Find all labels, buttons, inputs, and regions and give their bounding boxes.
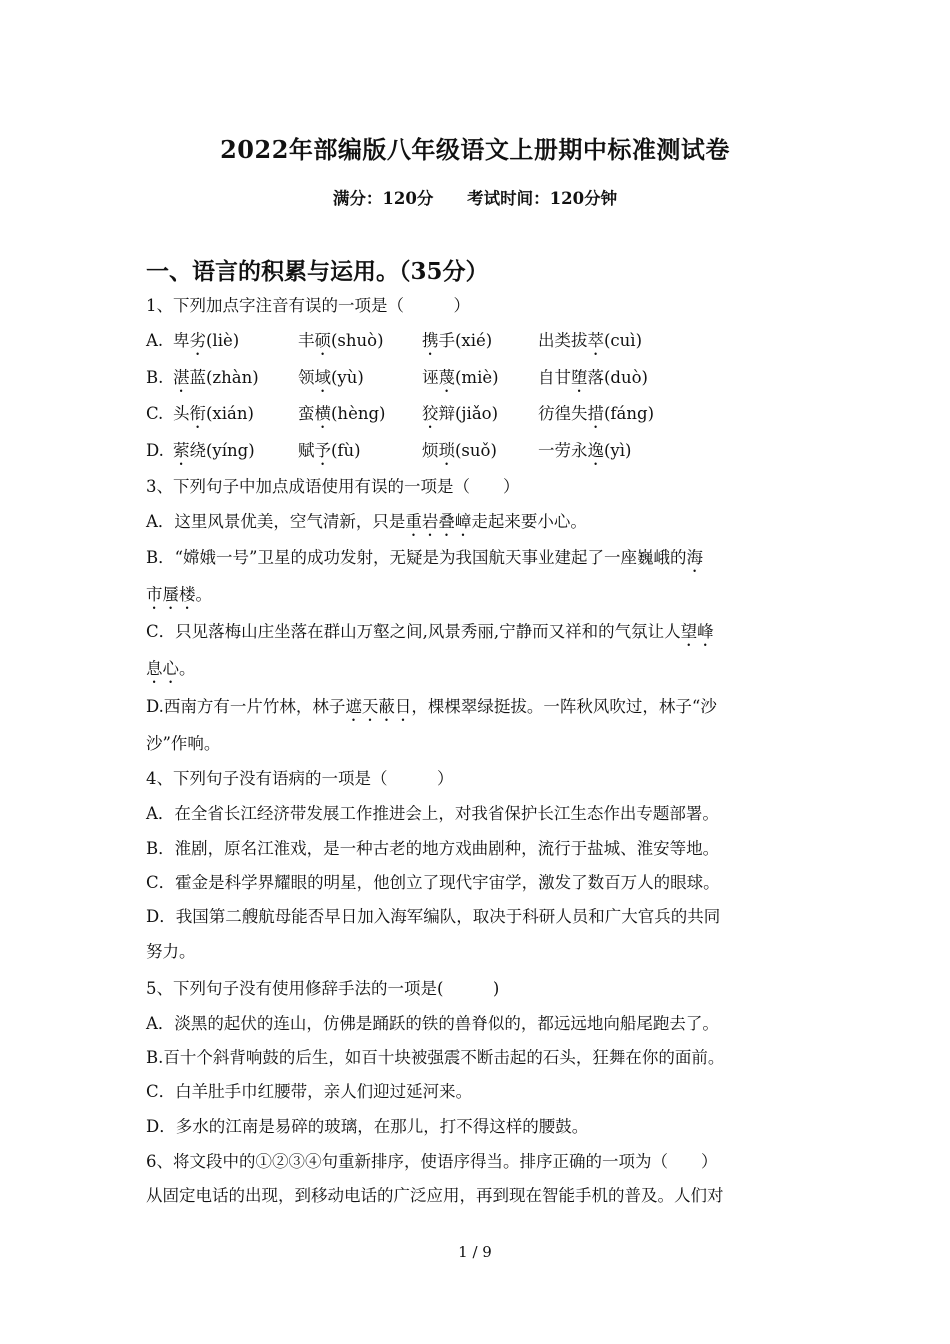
section-heading: 一、语言的积累与运用。（35分） — [146, 258, 489, 285]
question-6-passage: 从固定电话的出现，到移动电话的广泛应用，再到现在智能手机的普及。人们对 — [146, 1186, 724, 1205]
page-title: 2022年部编版八年级语文上册期中标准测试卷 — [220, 135, 730, 164]
score-info: 满分：120分 — [332, 189, 434, 208]
option-item: 烦琐(suǒ) — [422, 441, 497, 460]
question-3-option-c-cont: 息心。 — [146, 659, 196, 678]
option-item: 自甘堕落(duò) — [538, 368, 648, 387]
option-item: 领域(yù) — [298, 368, 364, 387]
option-item: 萦绕(yíng) — [173, 441, 255, 460]
option-item: 丰硕(shuò) — [298, 331, 384, 350]
question-3-option-b-cont: 市蜃楼。 — [146, 585, 212, 604]
question-3-stem: 3、下列句子中加点成语使用有误的一项是（ ） — [146, 477, 520, 496]
time-info: 考试时间：120分钟 — [467, 189, 618, 208]
option-item: 一劳永逸(yì) — [538, 441, 632, 460]
question-3-option-d-cont: 沙”作响。 — [146, 734, 221, 753]
option-label: D. — [146, 441, 164, 460]
option-item: 湛蓝(zhàn) — [173, 368, 259, 387]
option-item: 携手(xié) — [422, 331, 493, 350]
question-5-stem: 5、下列句子没有使用修辞手法的一项是( ) — [146, 979, 500, 998]
option-label: A. — [146, 331, 164, 350]
question-3-option-b: B．“嫦娥一号”卫星的成功发射，无疑是为我国航天事业建起了一座巍峨的海 — [146, 548, 703, 567]
question-3-option-c: C．只见落梅山庄坐落在群山万壑之间,风景秀丽,宁静而又祥和的气氛让人望峰 — [146, 622, 714, 641]
question-4-option-b: B．淮剧，原名江淮戏，是一种古老的地方戏曲剧种，流行于盐城、淮安等地。 — [146, 839, 720, 858]
option-label: B. — [146, 368, 164, 387]
question-4-option-a: A．在全省长江经济带发展工作推进会上，对我省保护长江生态作出专题部署。 — [146, 804, 719, 823]
question-5-option-d: D．多水的江南是易碎的玻璃，在那儿，打不得这样的腰鼓。 — [146, 1117, 589, 1136]
question-4-option-d-cont: 努力。 — [146, 942, 196, 961]
question-4-stem: 4、下列句子没有语病的一项是（ ） — [146, 769, 454, 788]
question-5-option-a: A．淡黑的起伏的连山，仿佛是踊跃的铁的兽脊似的，都远远地向船尾跑去了。 — [146, 1014, 719, 1033]
question-5-option-c: C．白羊肚手巾红腰带，亲人们迎过延河来。 — [146, 1082, 473, 1101]
option-item: 出类拔萃(cuì) — [538, 331, 643, 350]
question-3-option-a: A．这里风景优美，空气清新，只是重岩叠嶂走起来要小心。 — [146, 512, 587, 531]
option-item: 赋予(fù) — [298, 441, 361, 460]
exam-info — [0, 185, 950, 209]
option-item: 彷徨失措(fáng) — [538, 404, 655, 423]
question-5-option-b: B.百十个斜背响鼓的后生，如百十块被强震不断击起的石头，狂舞在你的面前。 — [146, 1048, 725, 1067]
option-item: 卑劣(liè) — [173, 331, 240, 350]
option-item: 狡辩(jiǎo) — [422, 404, 499, 423]
question-6-stem: 6、将文段中的①②③④句重新排序，使语序得当。排序正确的一项为（ ） — [146, 1152, 718, 1171]
option-label: C. — [146, 404, 164, 423]
page-number: 1 / 9 — [458, 1243, 492, 1261]
option-item: 头衔(xián) — [173, 404, 254, 423]
question-1-stem: 1、下列加点字注音有误的一项是（ ） — [146, 296, 470, 315]
question-4-option-c: C．霍金是科学界耀眼的明星，他创立了现代宇宙学，激发了数百万人的眼球。 — [146, 873, 720, 892]
question-3-option-d: D.西南方有一片竹林，林子遮天蔽日，棵棵翠绿挺拔。一阵秋风吹过，林子“沙 — [146, 697, 717, 716]
option-item: 诬蔑(miè) — [422, 368, 499, 387]
question-4-option-d: D．我国第二艘航母能否早日加入海军编队，取决于科研人员和广大官兵的共同 — [146, 907, 721, 926]
option-item: 蛮横(hèng) — [298, 404, 386, 423]
